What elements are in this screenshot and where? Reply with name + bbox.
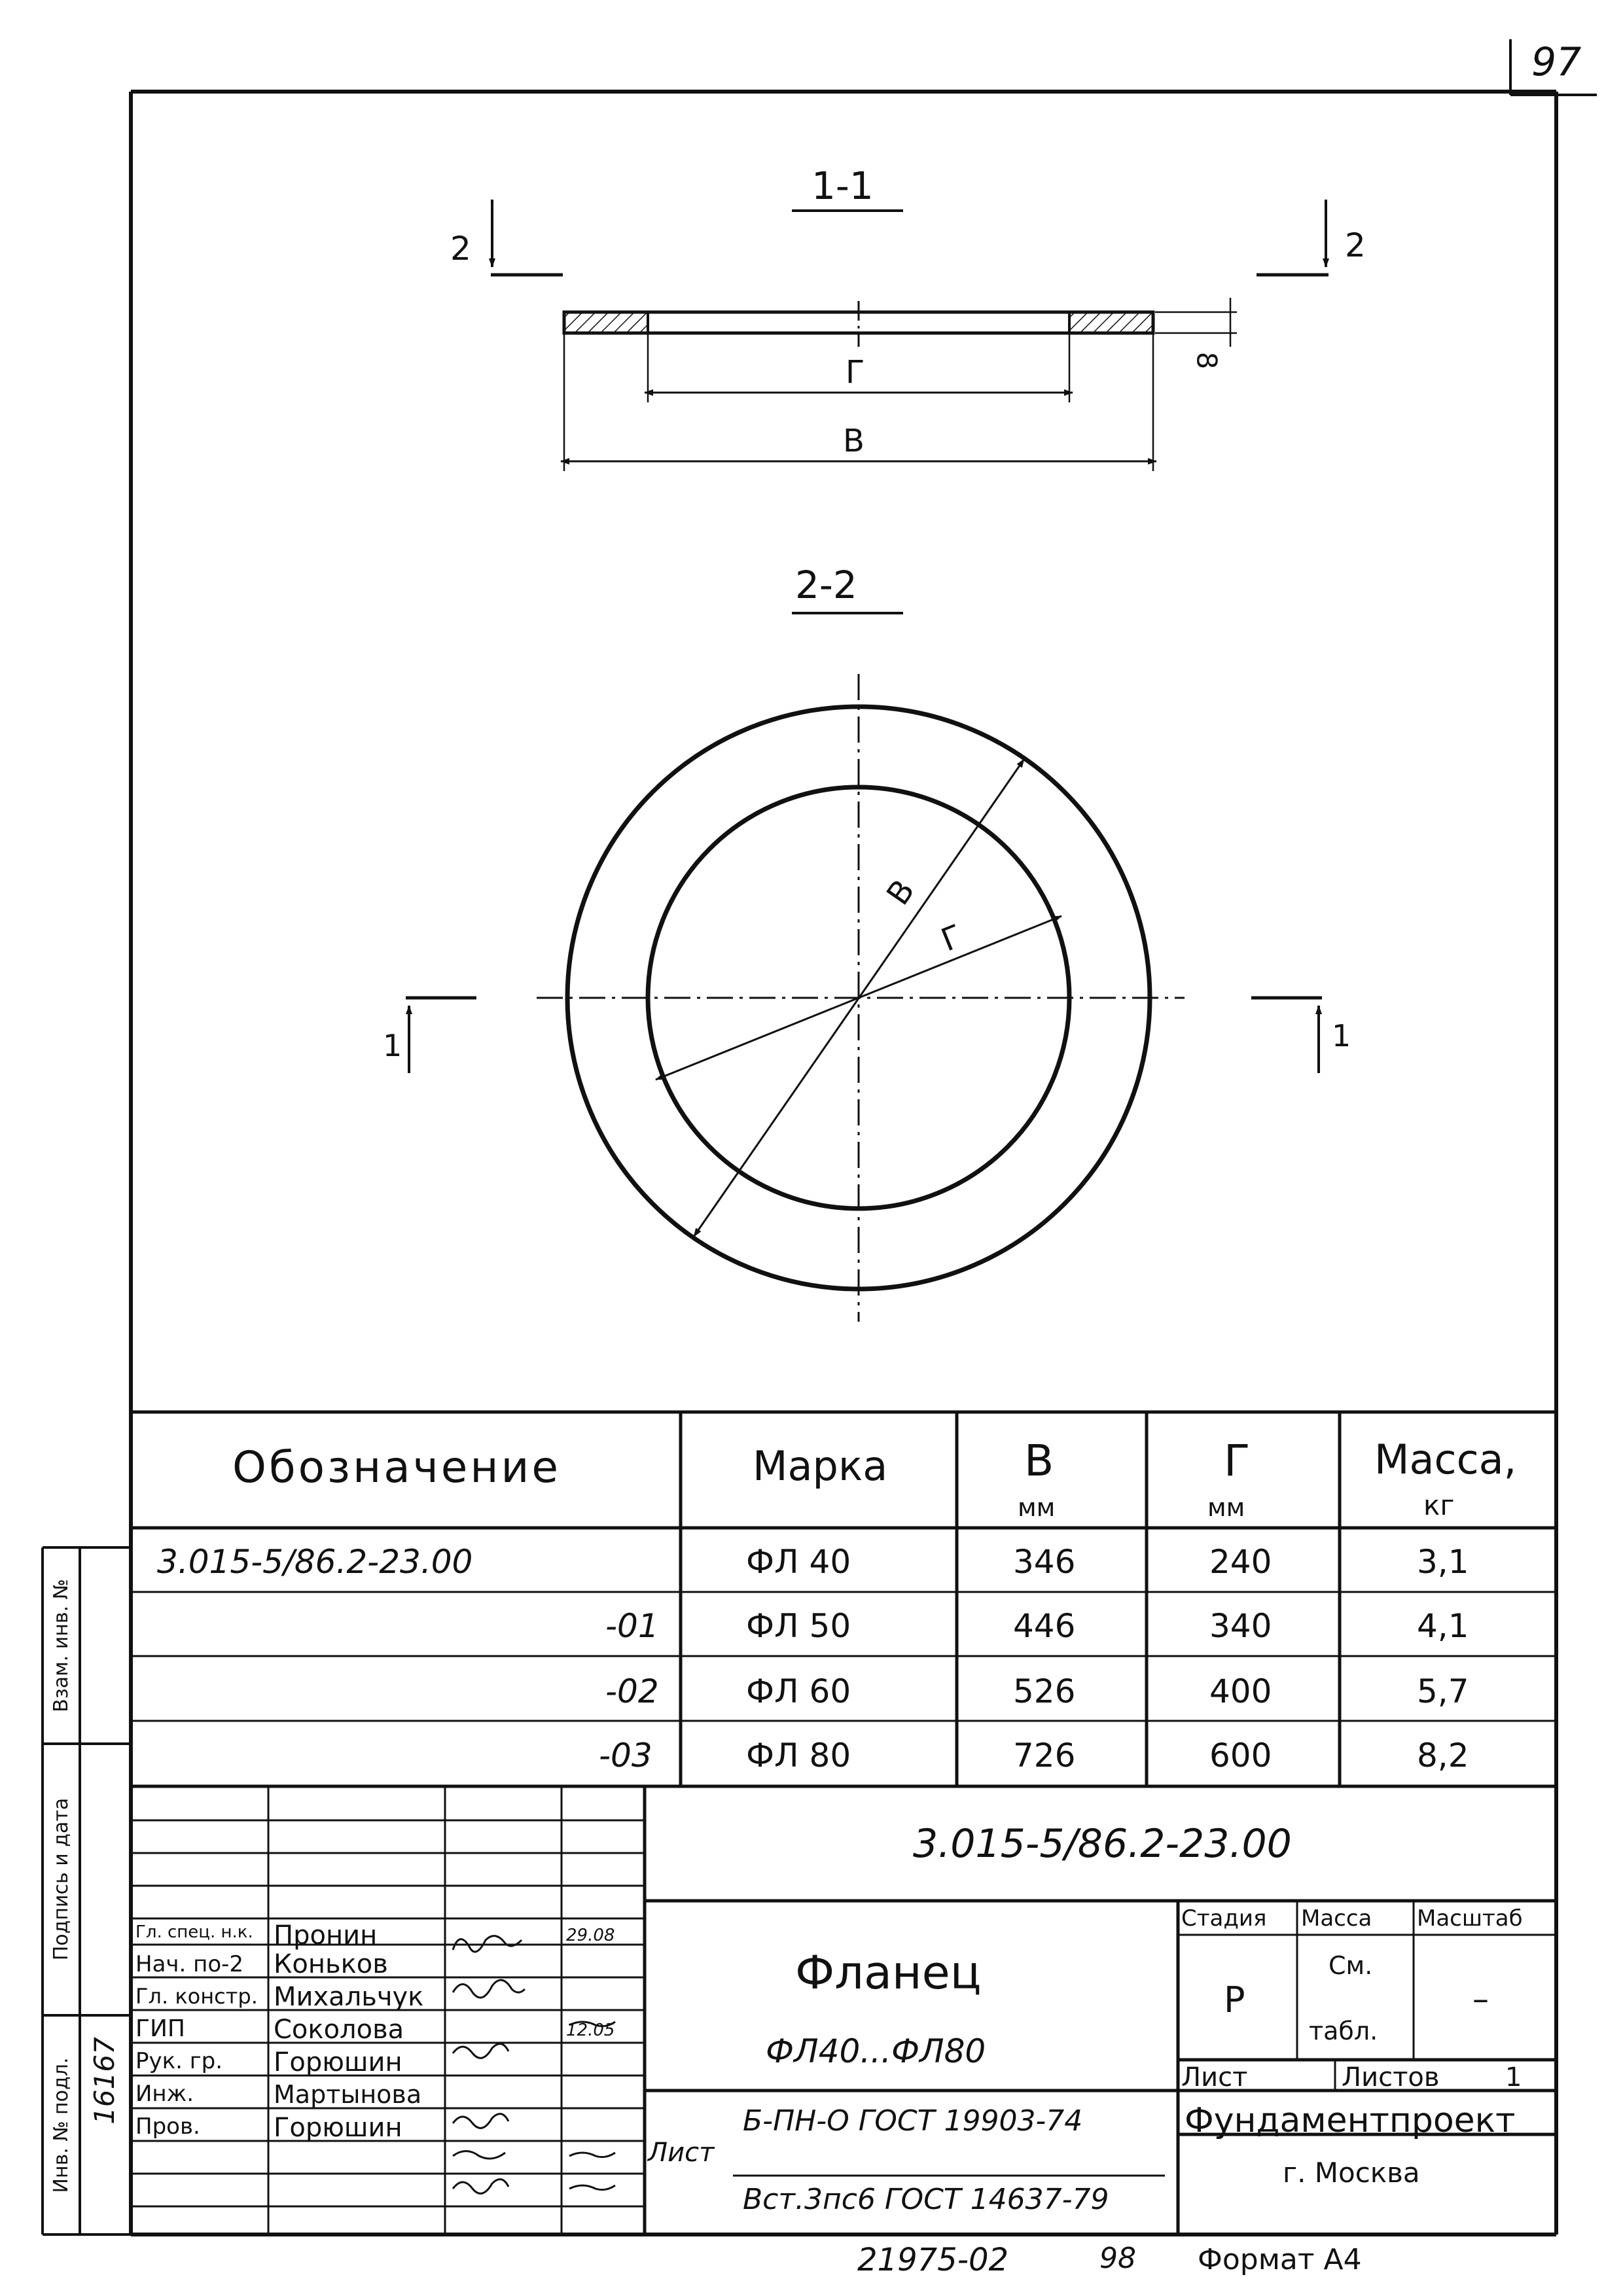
- row-4-mass: 8,2: [1417, 1737, 1469, 1775]
- row-1-mass: 3,1: [1417, 1543, 1469, 1581]
- signature-role-2: Нач. по-2: [135, 1951, 244, 1977]
- material-line-2: Вст.3пс6 ГОСТ 14637-79: [743, 2183, 1109, 2216]
- mass-value-1: См.: [1329, 1951, 1373, 1980]
- sheet-label: Лист: [1181, 2062, 1248, 2093]
- footer-sheet-number: 98: [1099, 2242, 1136, 2275]
- section-title-1-1: 1-1: [812, 164, 874, 208]
- row-4-mark: ФЛ 80: [746, 1737, 851, 1775]
- signature-name-2: Коньков: [274, 1949, 388, 1979]
- header-b: В: [1024, 1436, 1054, 1486]
- header-g: Г: [1224, 1436, 1251, 1486]
- row-4-b: 726: [1013, 1737, 1076, 1775]
- signature-date-4: 12.05: [566, 2021, 615, 2040]
- footer-format: Формат А4: [1198, 2243, 1362, 2276]
- side-label-orig-inv: Инв. № подл.: [50, 2057, 73, 2193]
- signature-role-7: Пров.: [135, 2113, 200, 2140]
- dim-label-inner-diameter: Г: [846, 354, 865, 391]
- signature-name-5: Горюшин: [274, 2047, 402, 2077]
- row-1-mark: ФЛ 40: [746, 1543, 851, 1581]
- material-label: Лист: [648, 2138, 715, 2168]
- sheets-label: Листов: [1342, 2062, 1440, 2093]
- row-2-b: 446: [1013, 1607, 1076, 1645]
- drawing-subtitle: ФЛ40...ФЛ80: [766, 2032, 986, 2070]
- signature-role-4: ГИП: [135, 2015, 185, 2042]
- signature-role-3: Гл. констр.: [135, 1984, 258, 2009]
- signature-role-5: Рук. гр.: [135, 2048, 223, 2074]
- row-2-mass: 4,1: [1417, 1607, 1469, 1645]
- row-4-g: 600: [1209, 1737, 1272, 1775]
- header-mass-unit: кг: [1423, 1489, 1455, 1521]
- cut-label-2-left: 2: [450, 230, 471, 268]
- section-title-2-2: 2-2: [795, 563, 857, 607]
- row-3-mark: ФЛ 60: [746, 1672, 851, 1710]
- mass-value-2: табл.: [1309, 2017, 1378, 2045]
- sheets-value: 1: [1505, 2062, 1522, 2093]
- organization-city: г. Москва: [1283, 2157, 1420, 2189]
- header-mass: Масса,: [1374, 1436, 1517, 1483]
- cut-label-1-right: 1: [1332, 1018, 1351, 1053]
- scale-value: –: [1472, 1980, 1489, 2018]
- row-2-g: 340: [1209, 1607, 1272, 1645]
- signature-role-6: Инж.: [135, 2081, 194, 2107]
- footer-archive-number: 21975-02: [857, 2242, 1009, 2278]
- organization-name: Фундаментпроект: [1185, 2101, 1516, 2140]
- signature-name-7: Горюшин: [274, 2113, 402, 2143]
- row-3-designation: -02: [605, 1672, 659, 1710]
- row-3-g: 400: [1209, 1672, 1272, 1710]
- signature-name-4: Соколова: [274, 2015, 404, 2045]
- cut-label-2-right: 2: [1345, 226, 1366, 264]
- header-b-unit: мм: [1018, 1493, 1056, 1522]
- row-1-g: 240: [1209, 1543, 1272, 1581]
- row-1-b: 346: [1013, 1543, 1076, 1581]
- row-3-mass: 5,7: [1417, 1672, 1469, 1710]
- header-designation: Обозначение: [232, 1442, 561, 1492]
- document-code: 3.015-5/86.2-23.00: [913, 1821, 1292, 1867]
- cut-label-1-left: 1: [383, 1028, 402, 1063]
- side-label-replace-inv: Взам. инв. №: [50, 1579, 73, 1712]
- signature-name-6: Мартынова: [274, 2080, 422, 2109]
- side-value-orig-inv: 16167: [88, 2037, 120, 2125]
- stage-value: Р: [1224, 1979, 1245, 2021]
- header-mark: Марка: [753, 1442, 888, 1490]
- page-number: 97: [1531, 39, 1582, 85]
- row-3-b: 526: [1013, 1672, 1076, 1710]
- side-label-sign-date: Подпись и дата: [50, 1797, 73, 1961]
- stage-label: Стадия: [1181, 1905, 1267, 1932]
- row-4-designation: -03: [599, 1737, 652, 1775]
- drawing-title: Фланец: [795, 1946, 982, 2000]
- dim-label-outer-diameter: В: [843, 423, 865, 459]
- signature-date-1: 29.08: [566, 1926, 615, 1945]
- scale-label: Масштаб: [1417, 1905, 1523, 1932]
- row-1-designation: 3.015-5/86.2-23.00: [157, 1543, 473, 1581]
- signature-name-3: Михальчук: [274, 1982, 424, 2012]
- material-line-1: Б-ПН-О ГОСТ 19903-74: [743, 2104, 1083, 2138]
- row-2-designation: -01: [605, 1607, 659, 1645]
- signature-name-1: Пронин: [274, 1920, 378, 1951]
- header-g-unit: мм: [1207, 1493, 1245, 1522]
- plan-label-outer-diameter: В: [880, 873, 922, 912]
- row-2-mark: ФЛ 50: [746, 1607, 851, 1645]
- mass-label: Масса: [1301, 1905, 1372, 1932]
- plan-label-inner-diameter: Г: [936, 917, 968, 959]
- dim-label-thickness: 8: [1190, 351, 1223, 370]
- signature-role-1: Гл. спец. н.к.: [135, 1922, 253, 1942]
